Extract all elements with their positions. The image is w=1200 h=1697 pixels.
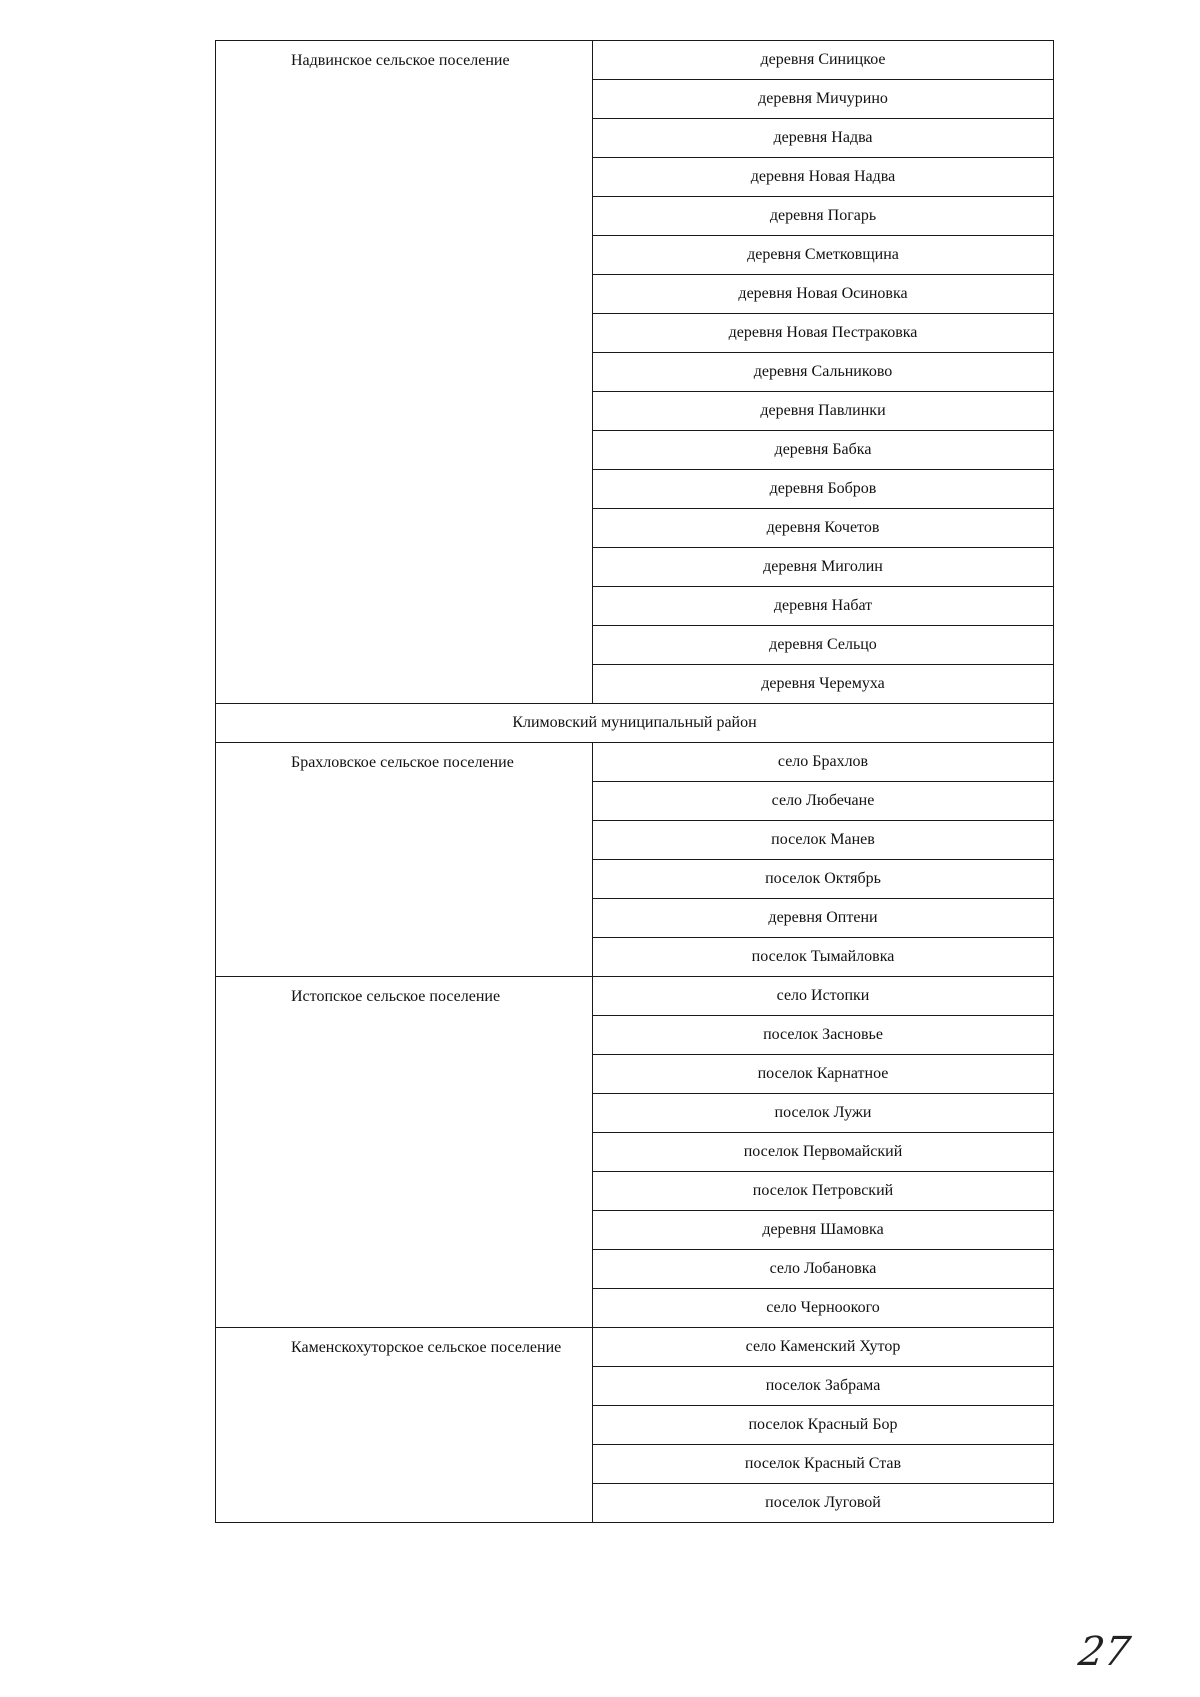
district-name: Климовский муниципальный район bbox=[216, 704, 1054, 743]
locality-row bbox=[216, 1328, 1054, 1367]
locality-name: деревня Миголин bbox=[593, 548, 1054, 587]
locality-name: деревня Бобров bbox=[593, 470, 1054, 509]
locality-name: село Истопки bbox=[593, 977, 1054, 1016]
locality-name: поселок Лужи bbox=[593, 1094, 1054, 1133]
locality-name: поселок Забрама bbox=[593, 1367, 1054, 1406]
locality-name: деревня Оптени bbox=[593, 899, 1054, 938]
locality-name: деревня Надва bbox=[593, 119, 1054, 158]
locality-name: село Брахлов bbox=[593, 743, 1054, 782]
locality-name: деревня Сметковщина bbox=[593, 236, 1054, 275]
locality-name: деревня Мичурино bbox=[593, 80, 1054, 119]
district-row bbox=[216, 704, 1054, 743]
locality-name: деревня Новая Пестраковка bbox=[593, 314, 1054, 353]
locality-name: поселок Первомайский bbox=[593, 1133, 1054, 1172]
settlement-name: Каменскохуторское сельское поселение bbox=[216, 1328, 593, 1523]
locality-row bbox=[216, 743, 1054, 782]
settlement-table bbox=[215, 40, 1054, 1523]
locality-name: деревня Черемуха bbox=[593, 665, 1054, 704]
locality-name: деревня Погарь bbox=[593, 197, 1054, 236]
locality-name: деревня Набат bbox=[593, 587, 1054, 626]
locality-name: поселок Петровский bbox=[593, 1172, 1054, 1211]
locality-name: поселок Красный Став bbox=[593, 1445, 1054, 1484]
locality-name: поселок Красный Бор bbox=[593, 1406, 1054, 1445]
settlement-name: Истопское сельское поселение bbox=[216, 977, 593, 1328]
locality-name: деревня Бабка bbox=[593, 431, 1054, 470]
locality-name: деревня Новая Осиновка bbox=[593, 275, 1054, 314]
locality-name: поселок Засновье bbox=[593, 1016, 1054, 1055]
locality-name: деревня Сельцо bbox=[593, 626, 1054, 665]
locality-name: село Любечане bbox=[593, 782, 1054, 821]
locality-row bbox=[216, 977, 1054, 1016]
settlement-name: Надвинское сельское поселение bbox=[216, 41, 593, 704]
locality-name: село Лобановка bbox=[593, 1250, 1054, 1289]
locality-name: село Каменский Хутор bbox=[593, 1328, 1054, 1367]
locality-name: деревня Кочетов bbox=[593, 509, 1054, 548]
locality-name: деревня Павлинки bbox=[593, 392, 1054, 431]
locality-name: деревня Шамовка bbox=[593, 1211, 1054, 1250]
page-number: 27 bbox=[1075, 1629, 1134, 1675]
locality-name: деревня Новая Надва bbox=[593, 158, 1054, 197]
locality-name: поселок Луговой bbox=[593, 1484, 1054, 1523]
locality-name: деревня Синицкое bbox=[593, 41, 1054, 80]
locality-name: поселок Манев bbox=[593, 821, 1054, 860]
locality-name: деревня Сальниково bbox=[593, 353, 1054, 392]
locality-name: поселок Тымайловка bbox=[593, 938, 1054, 977]
settlement-name: Брахловское сельское поселение bbox=[216, 743, 593, 977]
locality-name: поселок Октябрь bbox=[593, 860, 1054, 899]
locality-name: поселок Карнатное bbox=[593, 1055, 1054, 1094]
locality-row bbox=[216, 41, 1054, 80]
table-body bbox=[216, 41, 1054, 1523]
locality-name: село Черноокого bbox=[593, 1289, 1054, 1328]
